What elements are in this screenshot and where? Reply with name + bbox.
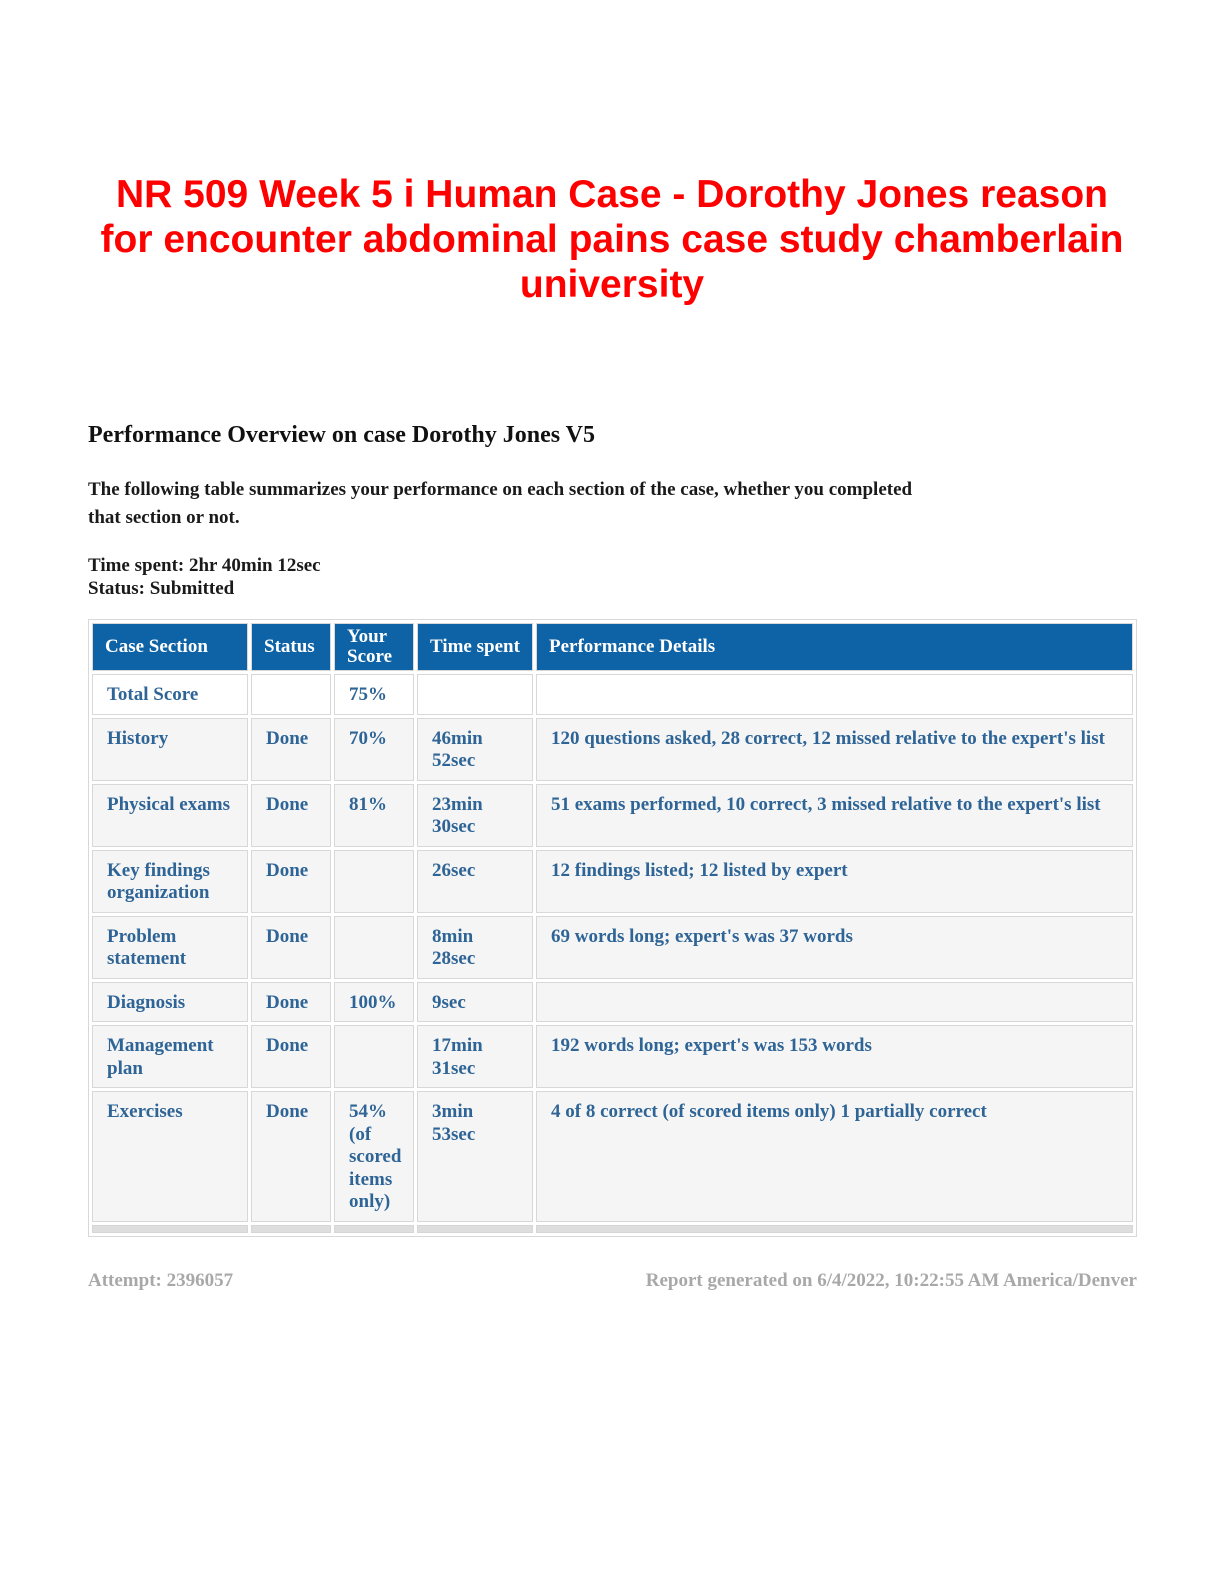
cell-score: 75% [334,674,414,715]
table-row-history [92,718,1133,781]
status-line: Status: Submitted [88,578,235,599]
cell-time: 3min 53sec [417,1091,533,1222]
table-row-management-plan [92,1025,1133,1088]
column-header-performance-details: Performance Details [536,623,1133,671]
overview-meta [88,554,1137,600]
column-header-status: Status [251,623,331,671]
cell-section: Management plan [92,1025,248,1088]
column-header-your-score: Your Score [334,623,414,671]
cell-section: History [92,718,248,781]
cell-section: Problem statement [92,916,248,979]
cell-score: 70% [334,718,414,781]
cell-score [334,1025,414,1088]
cell-time: 26sec [417,850,533,913]
cell-time: 23min 30sec [417,784,533,847]
cell-section: Physical exams [92,784,248,847]
cell-details [536,674,1133,715]
table-row-exercises [92,1091,1133,1222]
cell-section: Exercises [92,1091,248,1222]
overview-description: The following table summarizes your performance on each section of the case, whether you completed that section or not. [88,479,913,528]
cell-details: 69 words long; expert's was 37 words [536,916,1133,979]
cell-score: 100% [334,982,414,1023]
cell-time: 8min 28sec [417,916,533,979]
table-row-physical-exams [92,784,1133,847]
attempt-label: Attempt: 2396057 [88,1269,234,1291]
report-generated-label: Report generated on 6/4/2022, 10:22:55 AM America/Denver [645,1269,1137,1291]
cell-status: Done [251,1091,331,1222]
overview-heading: Performance Overview on case Dorothy Jones V5 [88,422,595,448]
cell-details [536,982,1133,1023]
cell-section: Key findings organization [92,850,248,913]
cell-details: 192 words long; expert's was 153 words [536,1025,1133,1088]
cell-status: Done [251,1025,331,1088]
column-header-case-section: Case Section [92,623,248,671]
cell-details: 4 of 8 correct (of scored items only) 1 partially correct [536,1091,1133,1222]
column-header-time-spent: Time spent [417,623,533,671]
cell-status: Done [251,718,331,781]
cell-score: 81% [334,784,414,847]
cell-score [334,916,414,979]
cell-status: Done [251,784,331,847]
cell-score: 54% (of scored items only) [334,1091,414,1222]
performance-table [88,619,1137,1237]
report-footer [88,1269,1137,1292]
cell-time: 46min 52sec [417,718,533,781]
cell-status [251,674,331,715]
cell-details: 120 questions asked, 28 correct, 12 missed relative to the expert's list [536,718,1133,781]
cell-time: 17min 31sec [417,1025,533,1088]
report-content [88,420,1137,1292]
table-row-problem-statement [92,916,1133,979]
cell-status: Done [251,850,331,913]
cell-time: 9sec [417,982,533,1023]
cell-details: 51 exams performed, 10 correct, 3 missed relative to the expert's list [536,784,1133,847]
cell-time [417,674,533,715]
table-row-key-findings [92,850,1133,913]
cell-status: Done [251,916,331,979]
cell-details: 12 findings listed; 12 listed by expert [536,850,1133,913]
table-bottom-strip [92,1225,1133,1233]
cell-score [334,850,414,913]
page-title: NR 509 Week 5 i Human Case - Dorothy Jones reason for encounter abdominal pains case study chamberlain university [100,173,1124,306]
time-spent-line: Time spent: 2hr 40min 12sec [88,555,321,576]
cell-status: Done [251,982,331,1023]
table-row-total-score [92,674,1133,715]
cell-section: Diagnosis [92,982,248,1023]
table-row-diagnosis [92,982,1133,1023]
cell-section: Total Score [92,674,248,715]
table-header-row [92,623,1133,671]
